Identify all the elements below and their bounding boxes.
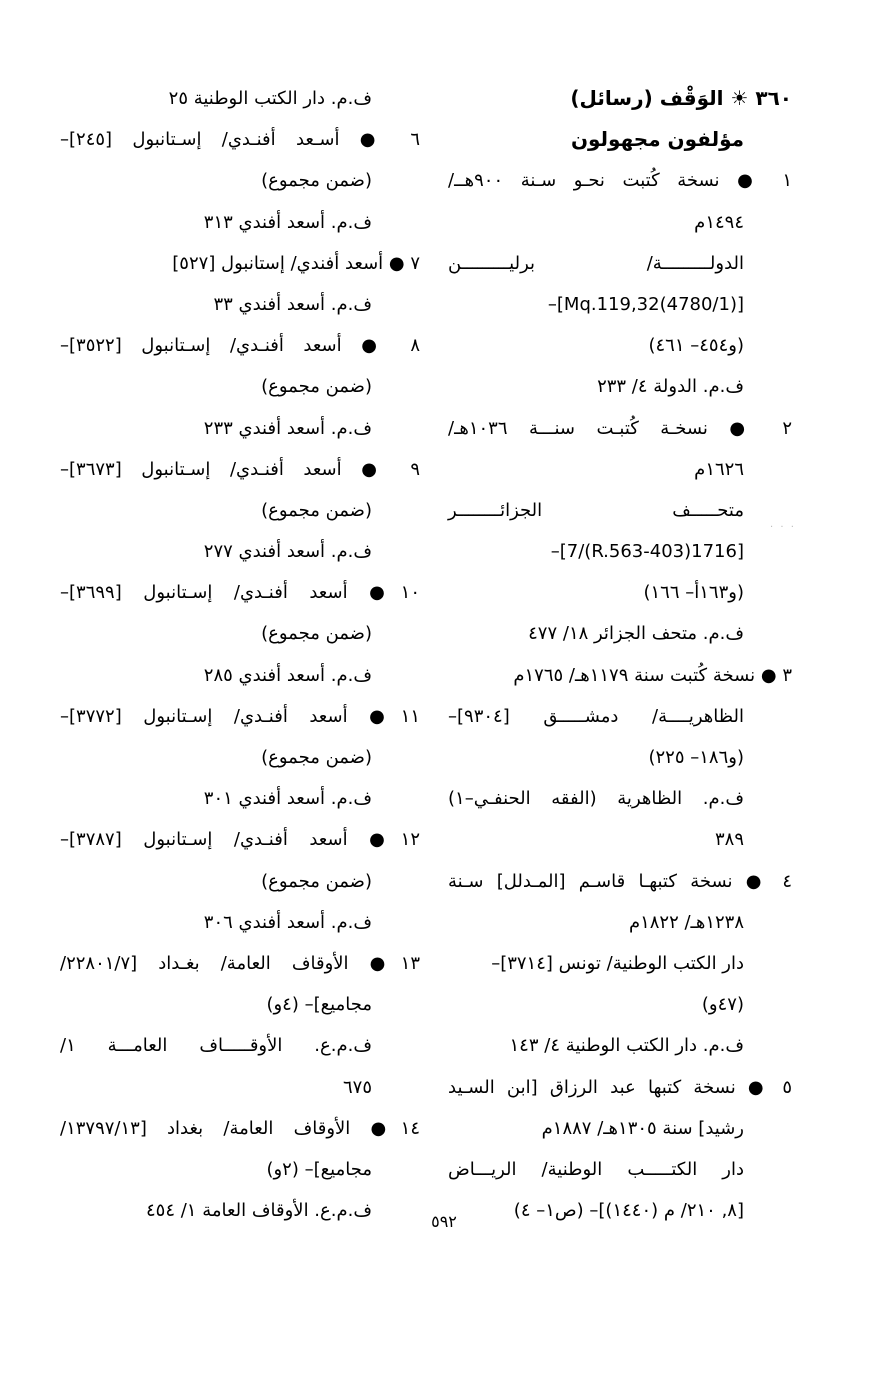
left-column-line: ف.م. أسعد أفندي ٣١٣ [203, 211, 372, 233]
right-column-line: رشيد] سنة ١٣٠٥هـ/ ١٨٨٧م [541, 1117, 744, 1139]
right-column-line: الظاهريــــة/ دمشـــــق [٩٣٠٤]– [448, 705, 744, 727]
left-column-line: ١٢● أسعد أفنـدي/ إسـتانبول [٣٧٨٧]– [60, 829, 420, 851]
left-column-line: (ضمن مجموع) [261, 376, 372, 398]
left-column-line: (ضمن مجموع) [261, 499, 372, 521]
right-column-line: دار الكتـــــب الوطنية/ الريـــاض [448, 1158, 744, 1180]
right-column-line: (و١٦٣أ– ١٦٦) [643, 582, 744, 604]
left-column-line: ف.م. أسعد أفندي ٢٨٥ [203, 664, 372, 686]
left-column-line: ٧ ● أسعد أفندي/ إستانبول [٥٢٧] [172, 252, 420, 274]
page-number: ٥٩٢ [431, 1212, 457, 1231]
right-column [448, 78, 792, 1231]
right-column-line: ١٦٢٦م [694, 458, 744, 480]
right-column-line: ٢ ● نسخـة كُتبـت سنـــة ١٠٣٦هـ/ [448, 417, 792, 439]
left-column-line: ١٣● الأوقاف العامة/ بغـداد [٢٢٨٠١/٧/ [60, 952, 420, 974]
left-column-line: ف.م.ع. الأوقـــــاف العامـــة ١/ [60, 1035, 372, 1057]
right-column-line: متحـــــف الجزائــــــــر [448, 499, 744, 521]
left-column-line: ف.م. أسعد أفندي ٣٠١ [203, 788, 372, 810]
right-column-line: ف.م. دار الكتب الوطنية ٤/ ١٤٣ [509, 1035, 744, 1057]
left-column-line: ٦٧٥ [342, 1076, 372, 1098]
right-column-line: (و١٨٦– ٢٢٥) [648, 747, 744, 768]
right-column-line: دار الكتب الوطنية/ تونس [٣٧١٤]– [491, 952, 744, 974]
left-column-line: ٨ ● أسعد أفنـدي/ إسـتانبول [٣٥٢٢]– [60, 335, 420, 357]
right-column-line: ٣٦٠ ☀ الوَقْف (رسائل) [570, 86, 792, 110]
left-column-line: ف.م. أسعد أفندي ٣٣ [213, 293, 372, 315]
left-column-line: ف.م. دار الكتب الوطنية ٢٥ [168, 88, 372, 109]
left-column-line: ٩ ● أسعد أفنـدي/ إسـتانبول [٣٦٧٣]– [60, 458, 420, 480]
right-column-line: ٤ ● نسخة كتبهـا قاسـم [المـدلل] سـنة [448, 870, 792, 892]
right-column-line: ١٢٣٨هـ/ ١٨٢٢م [628, 911, 744, 933]
scan-artifact: · · · [770, 522, 796, 533]
right-column-line: [1716(403-R.563)/7]– [550, 541, 744, 563]
left-column-line: ١١● أسعد أفنـدي/ إسـتانبول [٣٧٧٢]– [60, 705, 420, 727]
left-column-line: ف.م. أسعد أفندي ٢٣٣ [203, 417, 372, 439]
right-column-line: (و٤٥٤– ٤٦١) [648, 335, 744, 357]
left-column-line: ١٠● أسعد أفنـدي/ إسـتانبول [٣٦٩٩]– [60, 582, 420, 604]
left-column-line: ف.م. أسعد أفندي ٣٠٦ [203, 911, 372, 933]
right-column-line: ف.م. الظاهرية (الفقه الحنفـي–١) [448, 788, 744, 810]
right-column-line: ف.م. الدولة ٤/ ٢٣٣ [597, 376, 744, 398]
left-column-line: (ضمن مجموع) [261, 623, 372, 645]
right-column-line: (٤٧و) [701, 994, 744, 1016]
left-column-line: ٦ ● أسـعد أفنـدي/ إسـتانبول [٢٤٥]– [60, 129, 420, 151]
left-column-line: ف.م.ع. الأوقاف العامة ١/ ٤٥٤ [145, 1200, 372, 1222]
left-column-line: ف.م. أسعد أفندي ٢٧٧ [203, 541, 372, 563]
right-column-line: ١٤٩٤م [694, 211, 744, 233]
right-column-line: [(4780/1)Mq.119,32]– [547, 293, 744, 315]
right-column-line: ٣ ● نسخة كُتبت سنة ١١٧٩هـ/ ١٧٦٥م [513, 664, 792, 686]
right-column-line: ف.م. متحف الجزائر ١٨/ ٤٧٧ [528, 623, 744, 645]
right-column-line: ٣٨٩ [714, 829, 744, 851]
left-column-line: مجاميع]– (٤و) [266, 994, 372, 1016]
right-column-line: الدولـــــــــة/ برليـــــــــن [448, 252, 744, 274]
right-column-line: ١ ● نسخة كُتبت نحـو سـنة ٩٠٠هــ/ [448, 170, 792, 192]
right-column-line: مؤلفون مجهولون [570, 127, 744, 152]
right-column-line: [٨, ٢١٠/ م (١٤٤٠)]– (ص١– ٤) [513, 1200, 744, 1222]
left-column-line: (ضمن مجموع) [261, 170, 372, 192]
left-column-line: ١٤● الأوقاف العامة/ بغداد [١٣٧٩٧/١٣/ [60, 1117, 420, 1139]
left-column-line: (ضمن مجموع) [261, 870, 372, 892]
left-column-line: مجاميع]– (٢و) [266, 1158, 372, 1180]
left-column-line: (ضمن مجموع) [261, 747, 372, 768]
left-column [60, 78, 420, 1231]
right-column-line: ٥ ● نسخة كتبها عبد الرزاق [ابن السـيد [448, 1076, 792, 1098]
